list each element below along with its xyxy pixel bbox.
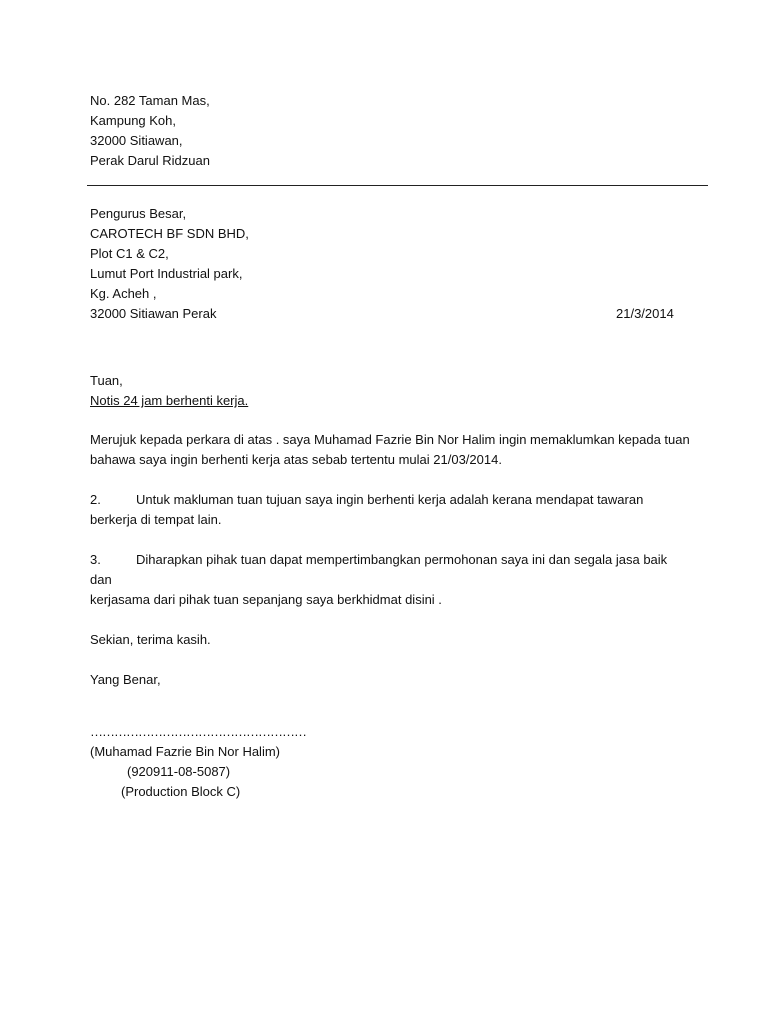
sender-address-line: 32000 Sitiawan, [90, 133, 183, 148]
paragraph-line: Merujuk kepada perkara di atas . saya Muhamad Fazrie Bin Nor Halim ingin memaklumkan kepada tuan [90, 432, 690, 447]
sign-off: Yang Benar, [90, 672, 161, 687]
sender-address-line: Perak Darul Ridzuan [90, 153, 210, 168]
recipient-address-line: Lumut Port Industrial park, [90, 266, 243, 281]
paragraph-text: Diharapkan pihak tuan dapat mempertimbangkan permohonan saya ini dan segala jasa baik dan [90, 552, 668, 587]
paragraph-line [90, 490, 690, 510]
paragraph-line: berkerja di tempat lain. [90, 512, 222, 527]
signature-line: ……………………………………………… [90, 724, 306, 739]
recipient-address-line: 32000 Sitiawan Perak [90, 306, 217, 321]
salutation: Tuan, [90, 373, 123, 388]
paragraph-line [90, 550, 690, 590]
paragraph-number: 3. [90, 552, 101, 567]
recipient-address-line: CAROTECH BF SDN BHD, [90, 226, 249, 241]
signatory-ic: (920911-08-5087) [127, 764, 231, 779]
closing-line: Sekian, terima kasih. [90, 632, 211, 647]
header-divider [87, 185, 708, 186]
sender-address-line: Kampung Koh, [90, 113, 177, 128]
paragraph-1 [90, 430, 690, 470]
recipient-address-line: Plot C1 & C2, [90, 246, 169, 261]
paragraph-line: bahawa saya ingin berhenti kerja atas sebab tertentu mulai 21/03/2014. [90, 452, 502, 467]
subject-line: Notis 24 jam berhenti kerja. [90, 393, 249, 408]
paragraph-2 [90, 490, 690, 530]
paragraph-3 [90, 550, 690, 610]
sender-address-line: No. 282 Taman Mas, [90, 93, 210, 108]
paragraph-number: 2. [90, 492, 101, 507]
paragraph-text: Untuk makluman tuan tujuan saya ingin berhenti kerja adalah kerana mendapat tawaran [136, 492, 644, 507]
paragraph-line: kerjasama dari pihak tuan sepanjang saya berkhidmat disini . [90, 592, 442, 607]
signatory-department: (Production Block C) [121, 784, 241, 799]
recipient-address-line: Kg. Acheh , [90, 286, 157, 301]
signatory-name: (Muhamad Fazrie Bin Nor Halim) [90, 744, 280, 759]
letter-date: 21/3/2014 [616, 306, 674, 321]
recipient-address-line: Pengurus Besar, [90, 206, 187, 221]
